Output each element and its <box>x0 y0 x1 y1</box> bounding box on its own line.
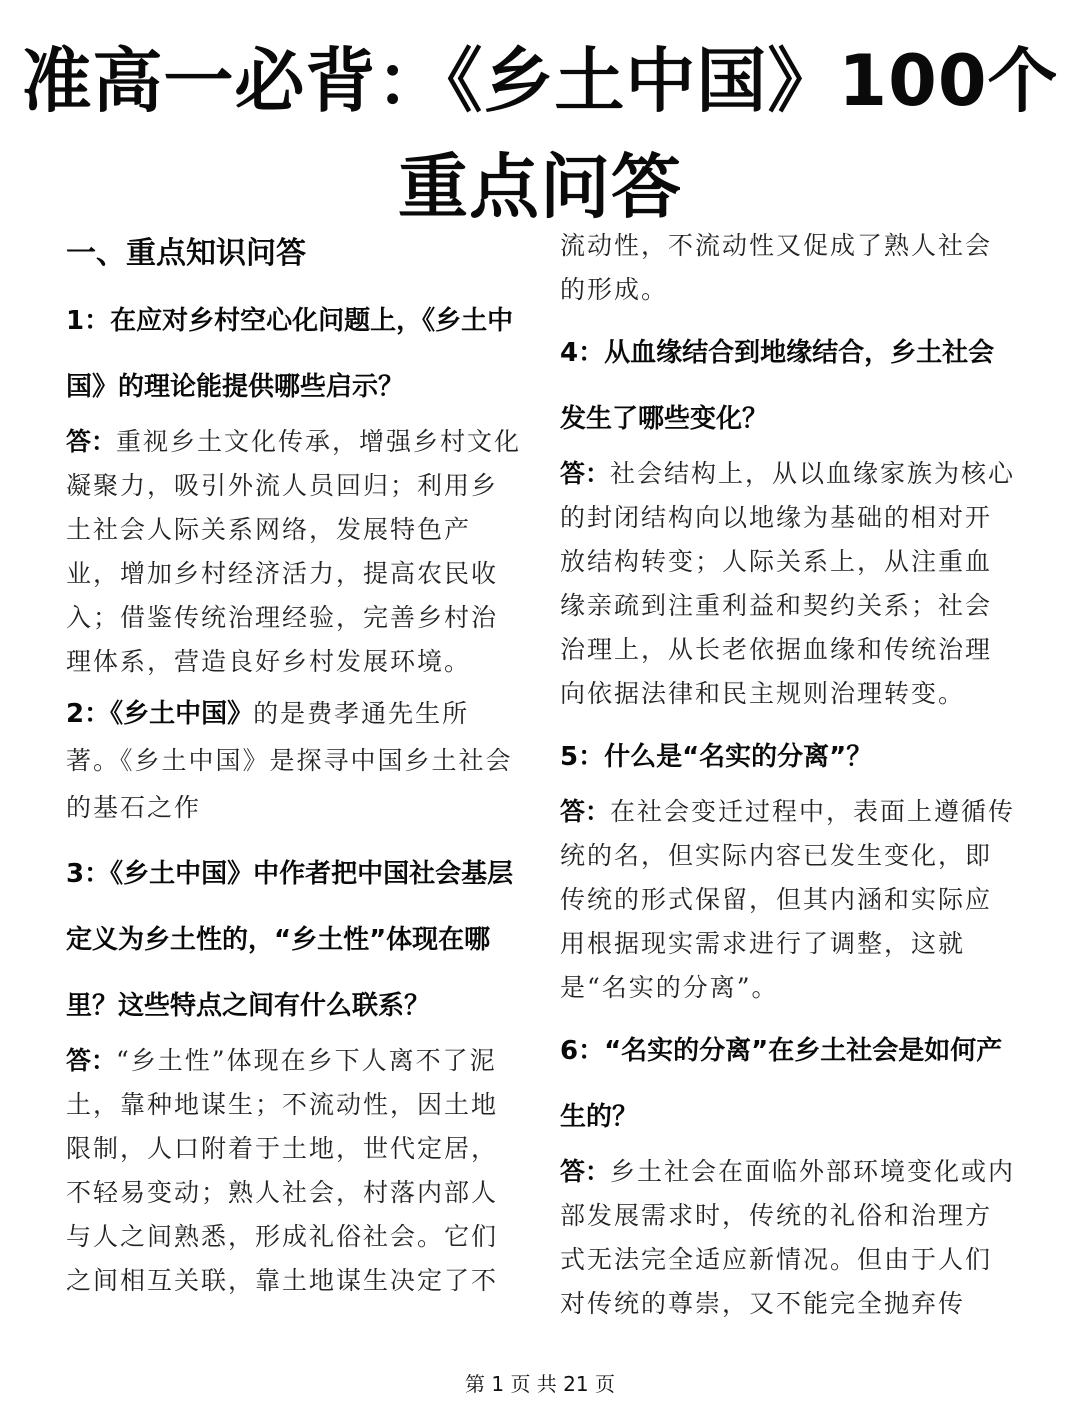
answer-label: 答： <box>560 1157 611 1186</box>
left-column <box>66 226 522 1311</box>
question-3: 3：《乡土中国》中作者把中国社会基层定义为乡土性的，“乡土性”体现在哪里？这些特点之间有什么联系？ <box>66 859 514 1021</box>
answer-5 <box>560 790 1016 1010</box>
answer-5-text: 在社会变迁过程中，表面上遵循传统的名，但实际内容已发生变化，即传统的形式保留，但其内涵和实际应用根据现实需求进行了调整，这就是“名实的分离”。 <box>560 797 1016 1002</box>
question-5: 5：什么是“名实的分离”？ <box>560 742 873 772</box>
answer-label: 答： <box>560 797 611 826</box>
page-title: 准高一必背：《乡土中国》100个重点问答 <box>21 40 1059 228</box>
answer-1 <box>66 420 522 684</box>
question-2-lead: 2：《乡土中国》 <box>66 699 254 729</box>
question-1: 1：在应对乡村空心化问题上，《乡土中国》的理论能提供哪些启示？ <box>66 306 514 402</box>
section-heading: 一、重点知识问答 <box>66 236 306 271</box>
answer-6-text: 乡土社会在面临外部环境变化或内部发展需求时，传统的礼俗和治理方式无法完全适应新情况。但由于人们对传统的尊崇，又不能完全抛弃传 <box>560 1157 1016 1318</box>
answer-label: 答： <box>560 459 611 488</box>
right-column <box>560 224 1016 1334</box>
answer-3-text: “乡土性”体现在乡下人离不了泥土，靠种地谋生；不流动性，因土地限制，人口附着于土地，世代定居，不轻易变动；熟人社会，村落内部人与人之间熟悉，形成礼俗社会。它们之间相互关联，靠土地谋生决定了不 <box>66 1046 499 1295</box>
answer-6 <box>560 1150 1016 1326</box>
answer-3 <box>66 1039 522 1303</box>
answer-2-text: 的是费孝通先生所著。《乡土中国》是探寻中国乡土社会的基石之作 <box>66 699 513 822</box>
question-6: 6：“名实的分离”在乡土社会是如何产生的？ <box>560 1036 1003 1132</box>
answer-3-continued: 流动性，不流动性又促成了熟人社会的形成。 <box>560 231 993 304</box>
answer-label: 答： <box>66 1046 117 1075</box>
answer-4 <box>560 452 1016 716</box>
answer-1-text: 重视乡土文化传承，增强乡村文化凝聚力，吸引外流人员回归；利用乡土社会人际关系网络，发展特色产业，增加乡村经济活力，提高农民收入；借鉴传统治理经验，完善乡村治理体系，营造良好乡村发展环境。 <box>66 427 522 676</box>
question-2 <box>66 692 522 833</box>
page-footer: 第 1 页 共 21 页 <box>465 1372 615 1396</box>
answer-4-text: 社会结构上，从以血缘家族为核心的封闭结构向以地缘为基础的相对开放结构转变；人际关系上，从注重血缘亲疏到注重利益和契约关系；社会治理上，从长老依据血缘和传统治理向依据法律和民主规则治理转变。 <box>560 459 1016 708</box>
answer-label: 答： <box>66 427 117 456</box>
question-4: 4：从血缘结合到地缘结合，乡土社会发生了哪些变化？ <box>560 338 995 434</box>
